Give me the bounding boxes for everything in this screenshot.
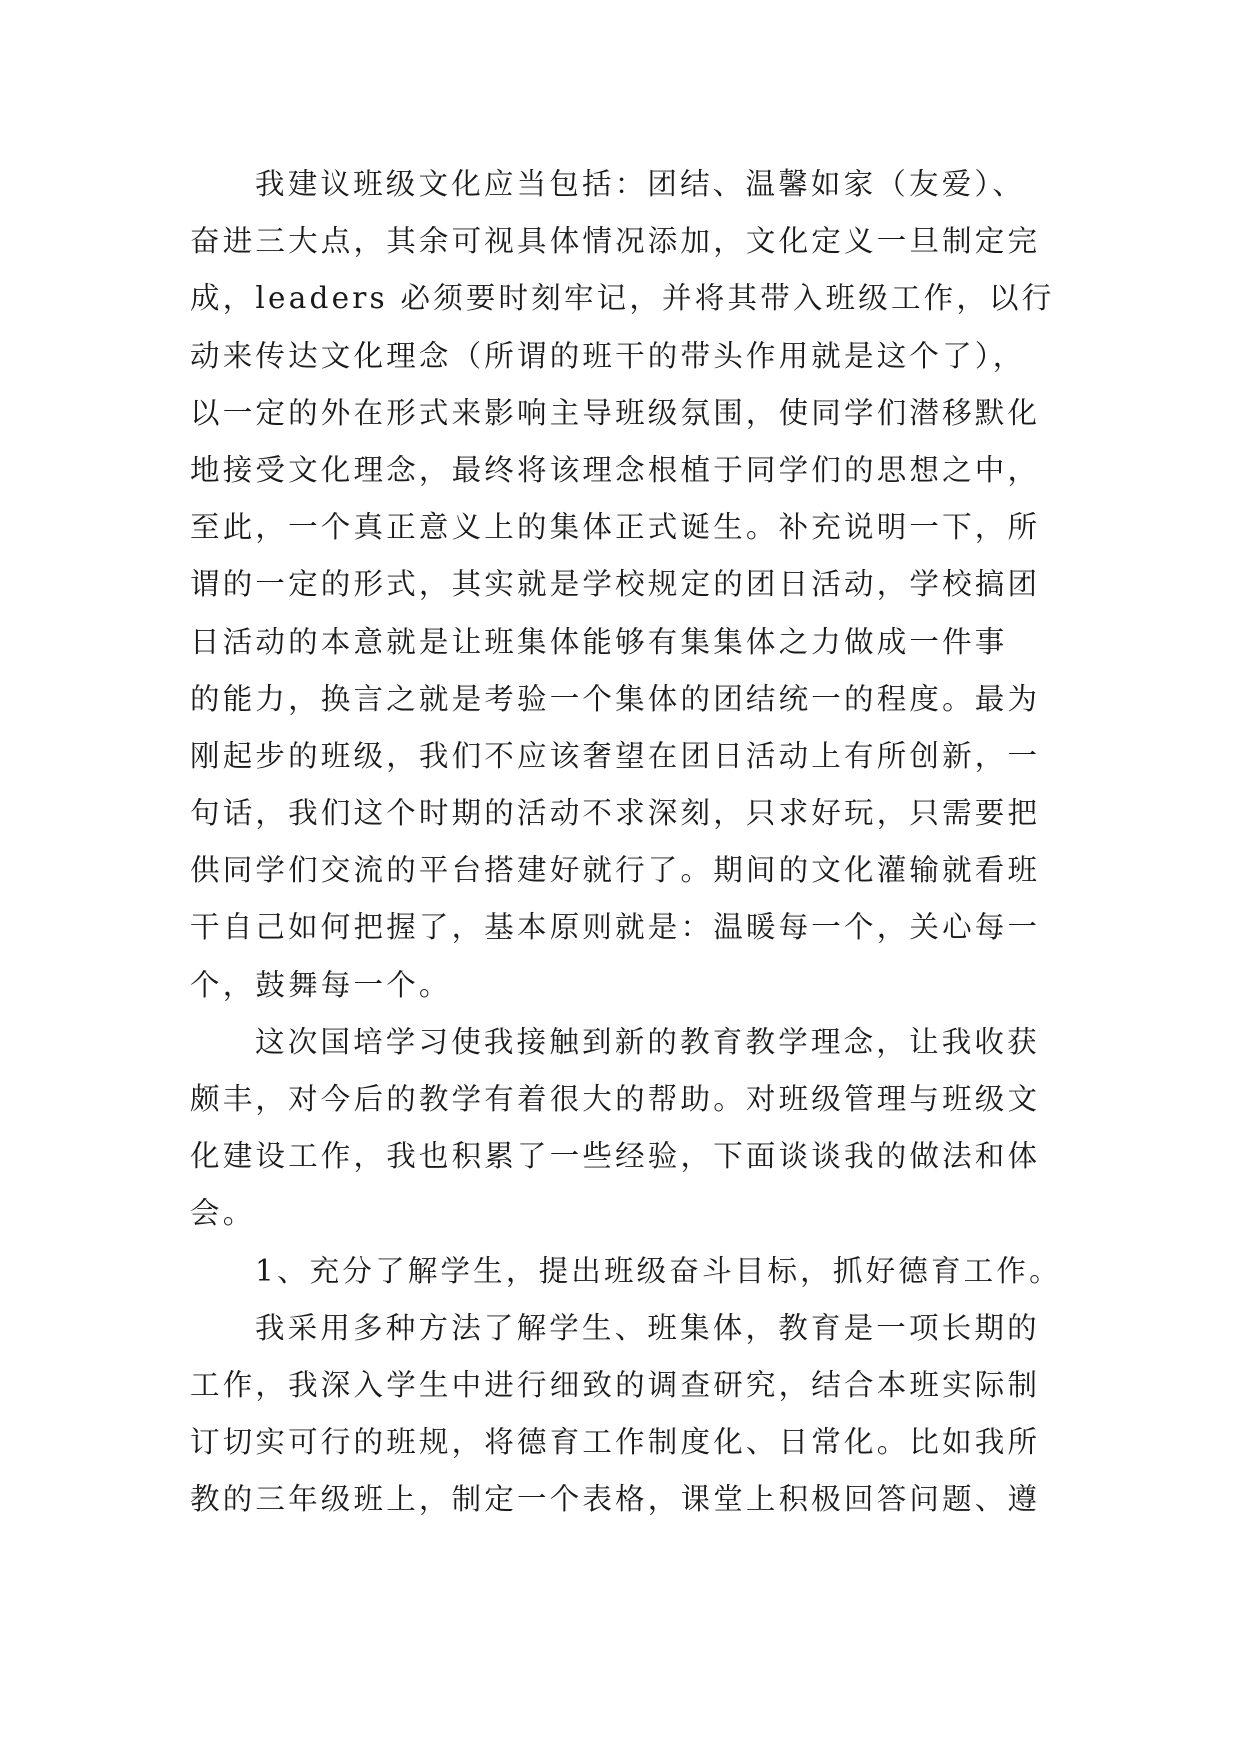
body-text [190,156,1062,1529]
text-line: 句话，我们这个时期的活动不求深刻，只求好玩，只需要把 [190,796,1041,831]
text-line: 化建设工作，我也积累了一些经验，下面谈谈我的做法和体 [190,1139,1041,1174]
text-line: 1、充分了解学生，提出班级奋斗目标，抓好德育工作。 [255,1253,1062,1288]
text-line: 这次国培学习使我接触到新的教育教学理念，让我收获 [255,1024,1040,1059]
text-line: 个，鼓舞每一个。 [190,967,452,1002]
text-line: 颇丰，对今后的教学有着很大的帮助。对班级管理与班级文 [190,1082,1041,1116]
text-line: 教的三年级班上，制定一个表格，课堂上积极回答问题、遵 [190,1482,1041,1517]
text-line: 奋进三大点，其余可视具体情况添加，文化定义一旦制定完 [190,224,1041,259]
text-line: 工作，我深入学生中进行细致的调查研究，结合本班实际制 [190,1367,1041,1402]
text-line: 谓的一定的形式，其实就是学校规定的团日活动，学校搞团 [190,567,1041,602]
text-line: 会。 [190,1196,256,1231]
text-line: 日活动的本意就是让班集体能够有集集体之力做成一件事 [190,624,1008,659]
text-line: 至此，一个真正意义上的集体正式诞生。补充说明一下，所 [190,510,1041,545]
text-line: 成，leaders 必须要时刻牢记，并将其带入班级工作，以行 [190,281,1055,316]
text-line: 我采用多种方法了解学生、班集体，教育是一项长期的 [255,1310,1040,1345]
text-line: 干自己如何把握了，基本原则就是：温暖每一个，关心每一 [190,910,1041,945]
text-line: 动来传达文化理念（所谓的班干的带头作用就是这个了）， [190,338,1026,373]
text-line: 地接受文化理念，最终将该理念根植于同学们的思想之中， [190,452,1041,487]
text-line: 的能力，换言之就是考验一个集体的团结统一的程度。最为 [190,681,1041,716]
text-line: 供同学们交流的平台搭建好就行了。期间的文化灌输就看班 [190,853,1041,888]
text-line: 以一定的外在形式来影响主导班级氛围，使同学们潜移默化 [190,395,1041,430]
text-line: 刚起步的班级，我们不应该奢望在团日活动上有所创新，一 [190,738,1041,773]
text-line: 我建议班级文化应当包括：团结、温馨如家（友爱）、 [255,167,1026,201]
text-line: 订切实可行的班规，将德育工作制度化、日常化。比如我所 [190,1425,1041,1460]
